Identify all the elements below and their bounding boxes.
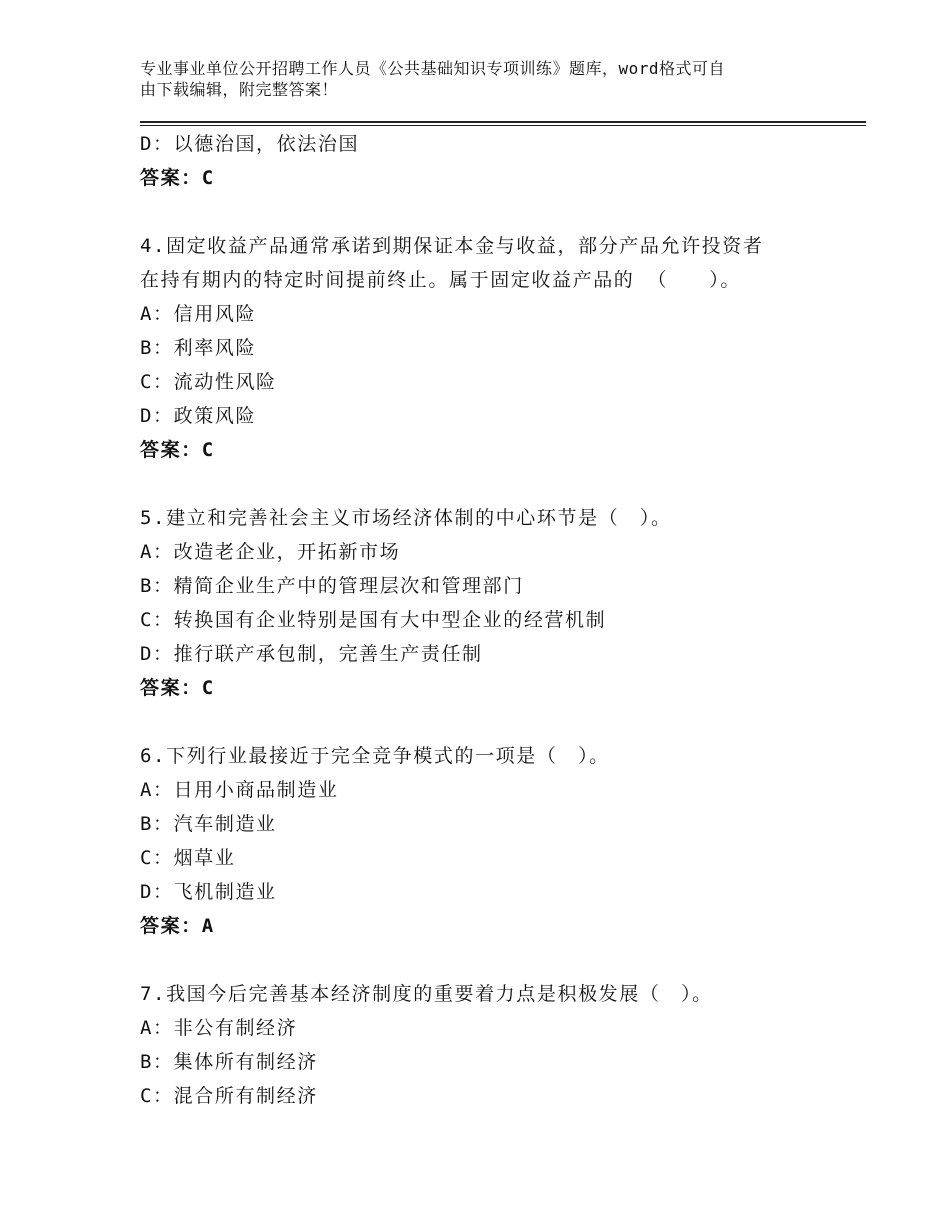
answer-line: 答案：C (140, 677, 215, 699)
question-5 (140, 501, 820, 705)
option-d: D：飞机制造业 (140, 881, 277, 903)
option-d: D：以德治国，依法治国 (140, 133, 360, 155)
answer-line: 答案：A (140, 915, 215, 937)
header-divider-thin (140, 125, 866, 126)
option-a: A：日用小商品制造业 (140, 779, 339, 801)
option-c: C：转换国有企业特别是国有大中型企业的经营机制 (140, 609, 607, 631)
option-a: A：非公有制经济 (140, 1017, 298, 1039)
question-text: 4.固定收益产品通常承诺到期保证本金与收益，部分产品允许投资者 (140, 235, 764, 257)
spacer (140, 195, 820, 229)
spacer (140, 467, 820, 501)
option-b: B：利率风险 (140, 337, 257, 359)
answer-line: 答案：C (140, 439, 215, 461)
option-c: C：烟草业 (140, 847, 236, 869)
spacer (140, 943, 820, 977)
question-text: 6.下列行业最接近于完全竞争模式的一项是（ ）。 (140, 745, 610, 767)
option-a: A：信用风险 (140, 303, 257, 325)
question-6 (140, 739, 820, 943)
question-7 (140, 977, 820, 1113)
spacer (140, 705, 820, 739)
page-header (140, 58, 800, 100)
option-b: B：集体所有制经济 (140, 1051, 318, 1073)
answer-line: 答案：C (140, 167, 215, 189)
option-a: A：改造老企业，开拓新市场 (140, 541, 401, 563)
question-4 (140, 229, 820, 467)
option-c: C：流动性风险 (140, 371, 277, 393)
question-list (140, 127, 820, 1113)
question-text: 5.建立和完善社会主义市场经济体制的中心环节是（ ）。 (140, 507, 672, 529)
question-text: 7.我国今后完善基本经济制度的重要着力点是积极发展（ ）。 (140, 983, 713, 1005)
option-b: B：汽车制造业 (140, 813, 277, 835)
header-line-2: 由下载编辑，附完整答案！ (140, 80, 339, 99)
header-divider-thick (140, 121, 866, 123)
question-text-continued: 在持有期内的特定时间提前终止。属于固定收益产品的 （ ）。 (140, 269, 741, 291)
option-c: C：混合所有制经济 (140, 1085, 318, 1107)
option-d: D：政策风险 (140, 405, 257, 427)
option-d: D：推行联产承包制，完善生产责任制 (140, 643, 483, 665)
option-b: B：精简企业生产中的管理层次和管理部门 (140, 575, 524, 597)
header-line-1: 专业事业单位公开招聘工作人员《公共基础知识专项训练》题库，word格式可自 (140, 59, 726, 78)
